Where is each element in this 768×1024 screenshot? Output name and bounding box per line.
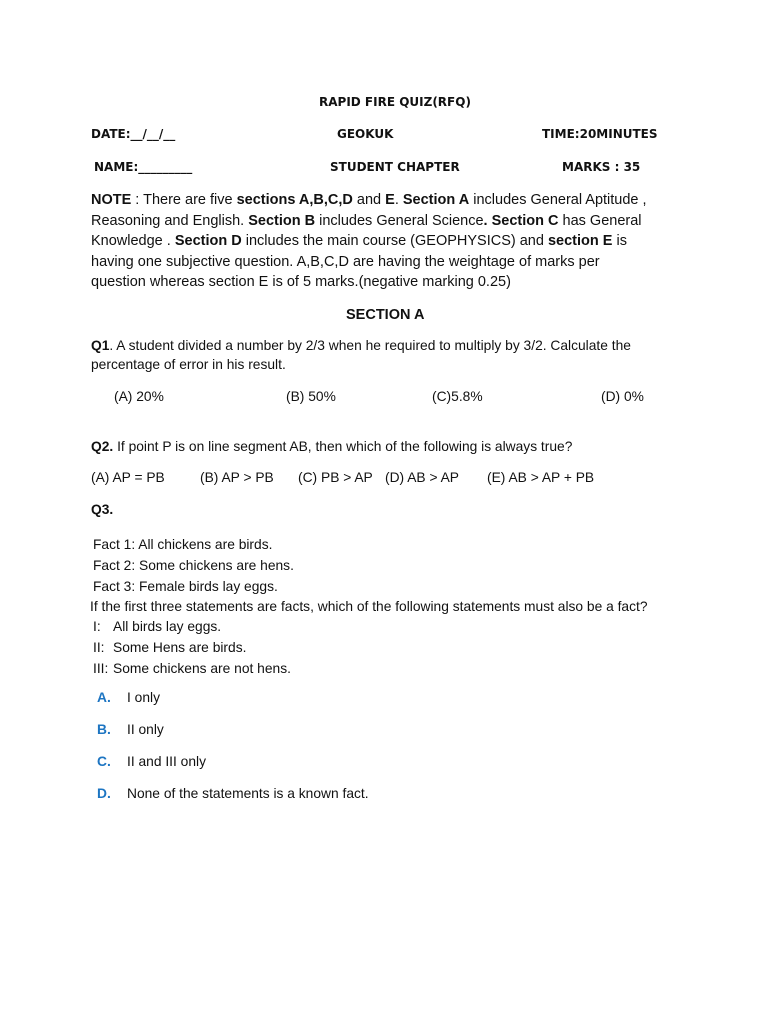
section-a-heading: SECTION A xyxy=(346,307,425,323)
q1-line-1: Q1. A student divided a number by 2/3 when he required to multiply by 3/2. Calculate the xyxy=(91,338,631,353)
note-line-2: Reasoning and English. Section B includes General Science. Section C has General xyxy=(91,212,642,229)
note-line-3: Knowledge . Section D includes the main course (GEOPHYSICS) and section E is xyxy=(91,233,627,249)
q2-option-c: (C) PB > AP xyxy=(298,470,373,485)
note-paragraph xyxy=(91,190,691,293)
name-field: NAME:_________ xyxy=(94,160,193,174)
quiz-title: RAPID FIRE QUIZ(RFQ) xyxy=(319,95,471,109)
note-line-4: having one subjective question. A,B,C,D are having the weightage of marks per xyxy=(91,253,600,270)
q3-choice-b-letter: B. xyxy=(97,722,111,737)
q3-choice-a-letter: A. xyxy=(97,690,111,705)
q3-statement-2-num: II: xyxy=(93,640,105,655)
q3-question: If the first three statements are facts, which of the following statements must also be a fact? xyxy=(90,599,648,614)
q1-option-a: (A) 20% xyxy=(114,389,164,404)
q1-line-2: percentage of error in his result. xyxy=(91,357,286,372)
q1-number: Q1 xyxy=(91,338,110,353)
q1-option-c: (C)5.8% xyxy=(432,389,483,404)
q3-fact-3: Fact 3: Female birds lay eggs. xyxy=(93,579,278,594)
q1-option-b: (B) 50% xyxy=(286,389,336,404)
note-line-5: question whereas section E is of 5 marks.(negative marking 0.25) xyxy=(91,274,511,290)
q3-choice-d: None of the statements is a known fact. xyxy=(127,786,369,801)
q2-option-b: (B) AP > PB xyxy=(200,470,274,485)
q1-option-d: (D) 0% xyxy=(601,389,644,404)
note-label: NOTE xyxy=(91,192,132,208)
q2-number: Q2. xyxy=(91,439,114,454)
q3-statement-2: Some Hens are birds. xyxy=(113,640,247,655)
q3-statement-1-num: I: xyxy=(93,619,101,634)
q3-fact-2: Fact 2: Some chickens are hens. xyxy=(93,558,294,573)
q3-statement-3-num: III: xyxy=(93,661,109,676)
date-field: DATE:__/__/__ xyxy=(91,127,176,141)
q2-option-d: (D) AB > AP xyxy=(385,470,459,485)
q3-choice-d-letter: D. xyxy=(97,786,111,801)
time-limit: TIME:20MINUTES xyxy=(542,127,658,141)
q2-question: Q2. If point P is on line segment AB, then which of the following is always true? xyxy=(91,439,573,454)
org-name: GEOKUK xyxy=(337,127,394,141)
q3-choice-b: II only xyxy=(127,722,164,737)
q3-number: Q3. xyxy=(91,502,114,517)
total-marks: MARKS : 35 xyxy=(562,160,641,174)
q2-option-a: (A) AP = PB xyxy=(91,470,165,485)
q2-option-e: (E) AB > AP + PB xyxy=(487,470,595,485)
chapter-label: STUDENT CHAPTER xyxy=(330,160,460,174)
q3-choice-a: I only xyxy=(127,690,160,705)
q3-statement-1: All birds lay eggs. xyxy=(113,619,222,634)
q3-statement-3: Some chickens are not hens. xyxy=(113,661,291,676)
note-line-1: NOTE : There are five sections A,B,C,D and E. Section A includes General Aptitude , xyxy=(91,192,647,208)
q3-choice-c-letter: C. xyxy=(97,754,111,769)
q3-choice-c: II and III only xyxy=(127,754,206,769)
q3-fact-1: Fact 1: All chickens are birds. xyxy=(93,537,273,552)
